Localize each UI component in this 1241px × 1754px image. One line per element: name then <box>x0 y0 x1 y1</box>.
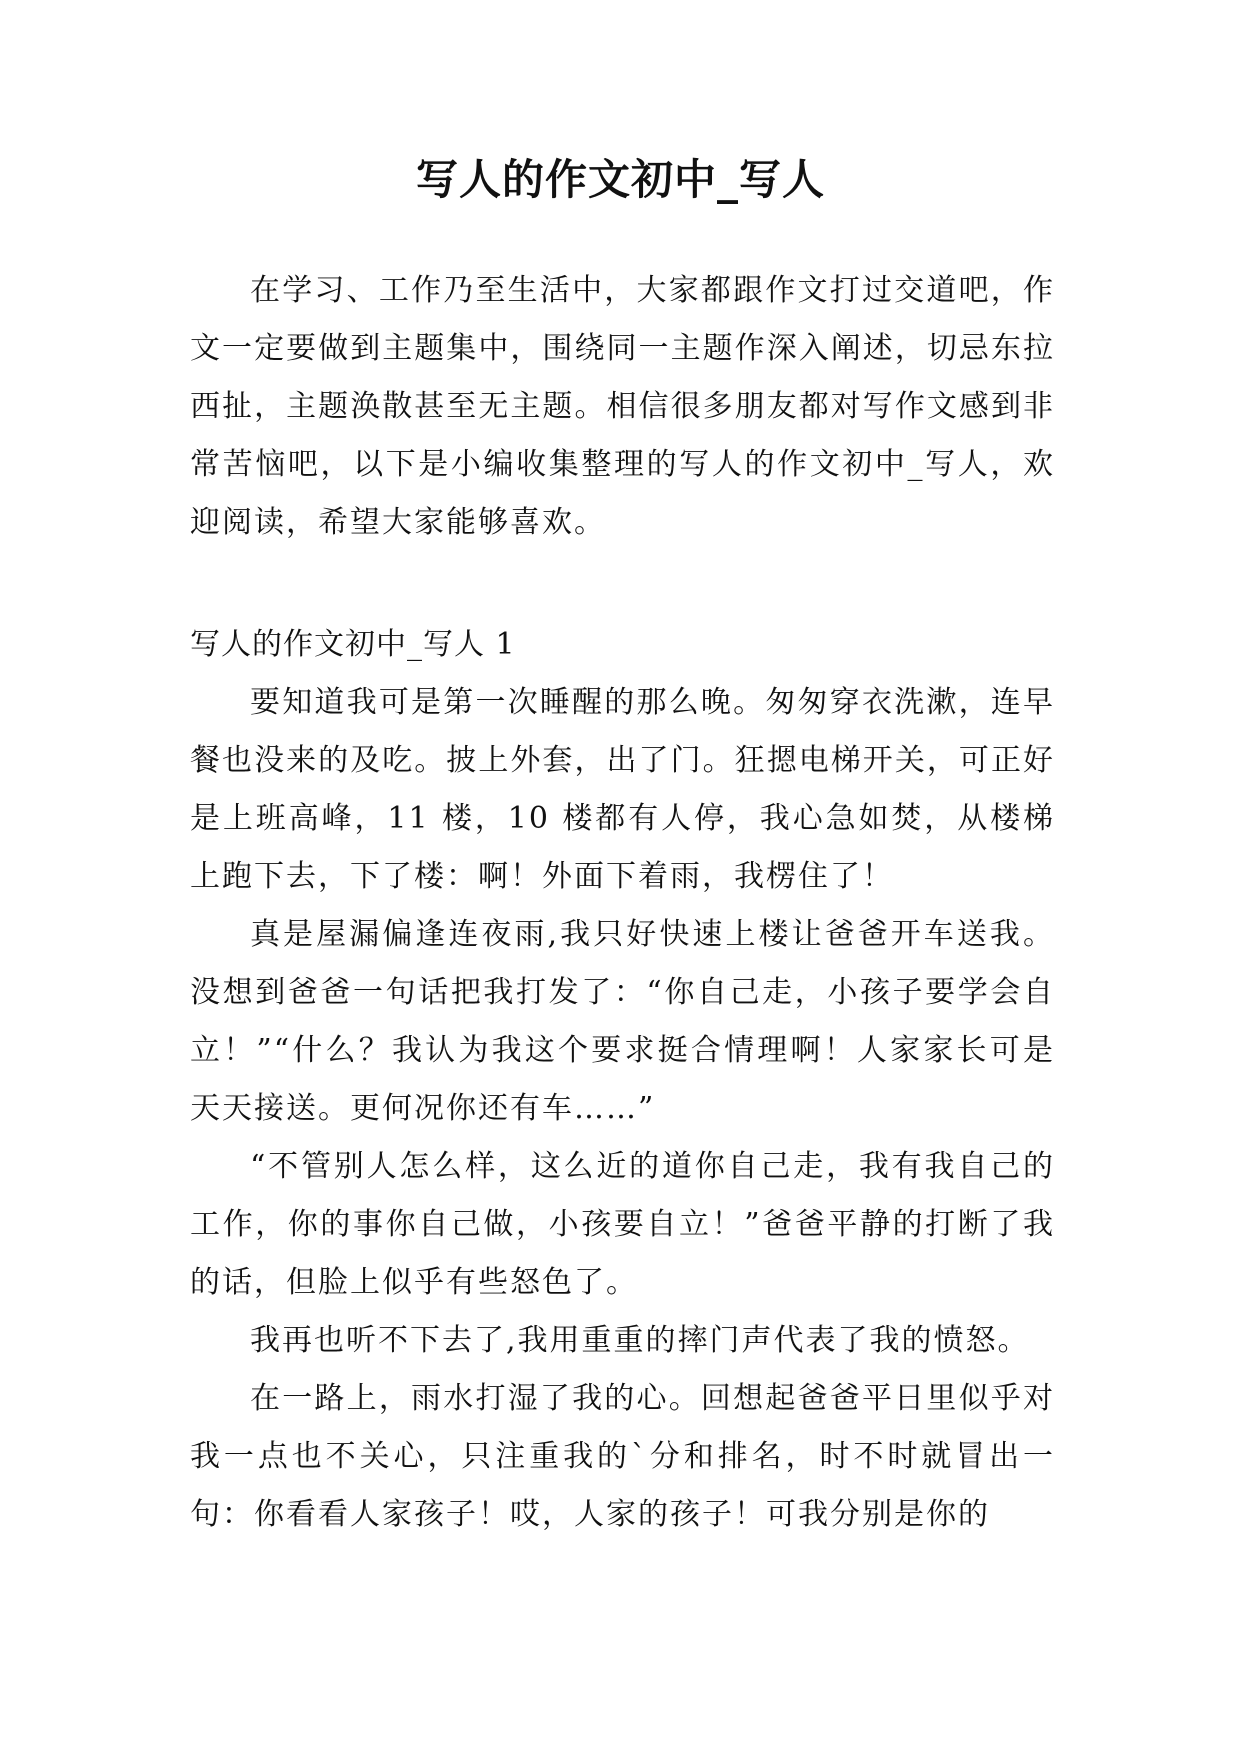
body-paragraph-4: 我再也听不下去了,我用重重的摔门声代表了我的愤怒。 <box>250 1323 1030 1358</box>
body-paragraph-3: “不管别人怎么样，这么近的道你自己走，我有我自己的工作，你的事你自己做，小孩要自立！”爸爸平静的打断了我的话，但脸上似乎有些怒色了。 <box>190 1149 1055 1300</box>
section-title: 写人的作文初中_写人 1 <box>190 627 516 662</box>
body-paragraph-1: 要知道我可是第一次睡醒的那么晚。匆匆穿衣洗漱，连早餐也没来的及吃。披上外套，出了门。狂摁电梯开关，可正好是上班高峰，11 楼，10 楼都有人停，我心急如焚，从楼梯上跑下去，下了楼：啊！外面下着雨，我楞住了！ <box>190 685 1055 894</box>
document-body <box>190 262 1055 1544</box>
body-paragraph-2: 真是屋漏偏逢连夜雨,我只好快速上楼让爸爸开车送我。没想到爸爸一句话把我打发了：“你自己走，小孩子要学会自立！”“什么？我认为我这个要求挺合情理啊！人家家长可是天天接送。更何况你还有车……” <box>190 917 1055 1126</box>
intro-paragraph: 在学习、工作乃至生活中，大家都跟作文打过交道吧，作文一定要做到主题集中，围绕同一主题作深入阐述，切忌东拉西扯，主题涣散甚至无主题。相信很多朋友都对写作文感到非常苦恼吧，以下是小编收集整理的写人的作文初中_写人，欢迎阅读，希望大家能够喜欢。 <box>190 273 1055 540</box>
body-paragraph-5: 在一路上，雨水打湿了我的心。回想起爸爸平日里似乎对我一点也不关心，只注重我的`分和排名，时不时就冒出一句：你看看人家孩子！哎，人家的孩子！可我分别是你的 <box>190 1381 1055 1532</box>
document-title: 写人的作文初中_写人 <box>415 155 825 204</box>
